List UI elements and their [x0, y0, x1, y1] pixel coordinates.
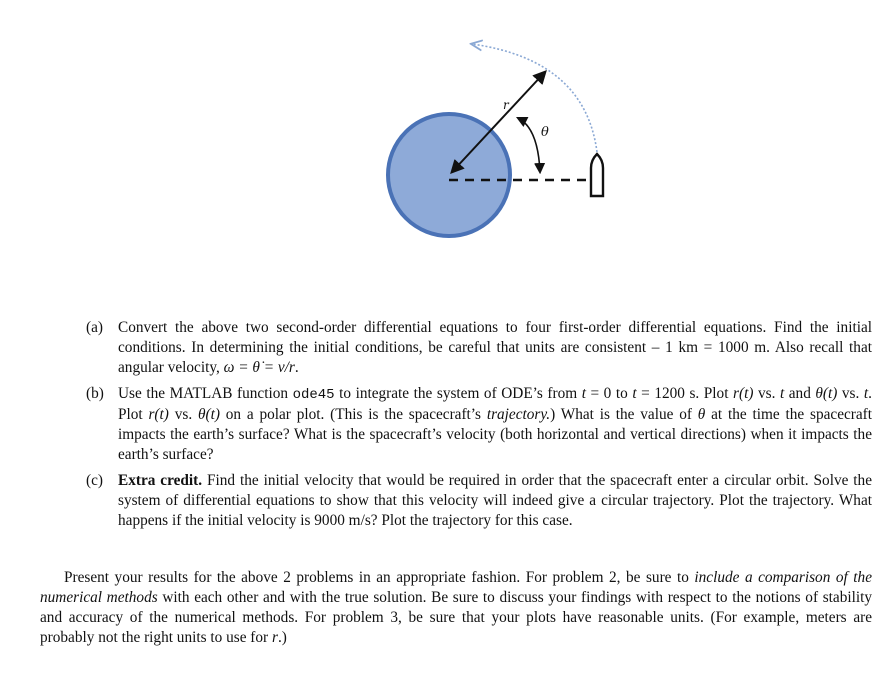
part-label: (b) [86, 385, 104, 402]
text-span: = 0 to [585, 385, 633, 402]
part-label: (c) [86, 472, 103, 489]
text-span: with each other and with the true solution. Be sure to discuss your findings with respect to the notions of stability and accuracy of the numerical methods. For problem 3, be sure that your plots have reasonable units. (For example, meters are probably not the right units to use for [40, 589, 872, 646]
part-label: (a) [86, 319, 103, 336]
math-span: θ(t) [197, 406, 220, 423]
text-span: = 1200 s. Plot [636, 385, 734, 402]
math-span: θ [697, 406, 706, 423]
text-span: Find the initial velocity that would be required in order that the spacecraft enter a circular orbit. Solve the system of differential equations to show that this velocity will indeed give a circular trajectory. Plot the trajectory. What happens if the initial velocity is 9000 m/s? Plot the trajectory for this case. [118, 472, 872, 529]
math-span: t [632, 385, 637, 402]
text-span: to integrate the system of ODE’s from [334, 385, 582, 402]
part-a [86, 318, 872, 378]
part-text [118, 471, 872, 531]
math-span: ω = θ̇ = v/r [223, 359, 295, 376]
part-b [86, 384, 872, 465]
math-span: t [863, 385, 869, 402]
text-span: Present your results for the above 2 problems in an appropriate fashion. For problem 2, be sure to [64, 569, 695, 586]
label-theta: θ [541, 125, 549, 140]
text-span: and [784, 385, 816, 402]
math-span: t [779, 385, 785, 402]
text-span: .) [277, 629, 287, 646]
orbit-diagram [0, 0, 887, 300]
part-text [118, 384, 872, 465]
text-span: Convert the above two second-order differential equations to four first-order differential equations. Find the initial conditions. In determining the initial conditions, be careful that units are consistent – 1 km = 1000 m. Also recall that angular velocity, [118, 319, 872, 376]
math-span: r(t) [733, 385, 754, 402]
text-span: vs. [837, 385, 864, 402]
earth-circle [388, 114, 510, 236]
text-span: Use the MATLAB function [118, 385, 293, 402]
text-span: on a polar plot. (This is the spacecraft’s [219, 406, 487, 423]
extra-credit-label: Extra credit. [118, 472, 203, 489]
text-span: at the time the spacecraft impacts the earth’s surface? What is the spacecraft’s velocity (both horizontal and vertical directions) when it impacts the earth’s surface? [118, 406, 872, 463]
text-span: . Plot [118, 385, 872, 423]
text-span: vs. [168, 406, 198, 423]
part-text [118, 318, 872, 378]
text-span: ) What is the value of [550, 406, 698, 423]
math-span: t [581, 385, 586, 402]
spacecraft-icon [591, 154, 603, 196]
emphasis-span: include a comparison of the numerical methods [40, 569, 872, 606]
math-span: r(t) [148, 406, 169, 423]
text-span: . [294, 359, 299, 376]
closing-paragraph [40, 568, 872, 648]
theta-angle-arrow [518, 118, 540, 172]
emphasis-span: trajectory. [486, 406, 551, 423]
label-r: r [503, 98, 509, 112]
text-span: vs. [753, 385, 780, 402]
math-span: θ(t) [815, 385, 838, 402]
part-c [86, 471, 872, 531]
question-parts [86, 318, 872, 537]
math-span: r [271, 629, 278, 646]
code-span: ode45 [292, 387, 335, 403]
